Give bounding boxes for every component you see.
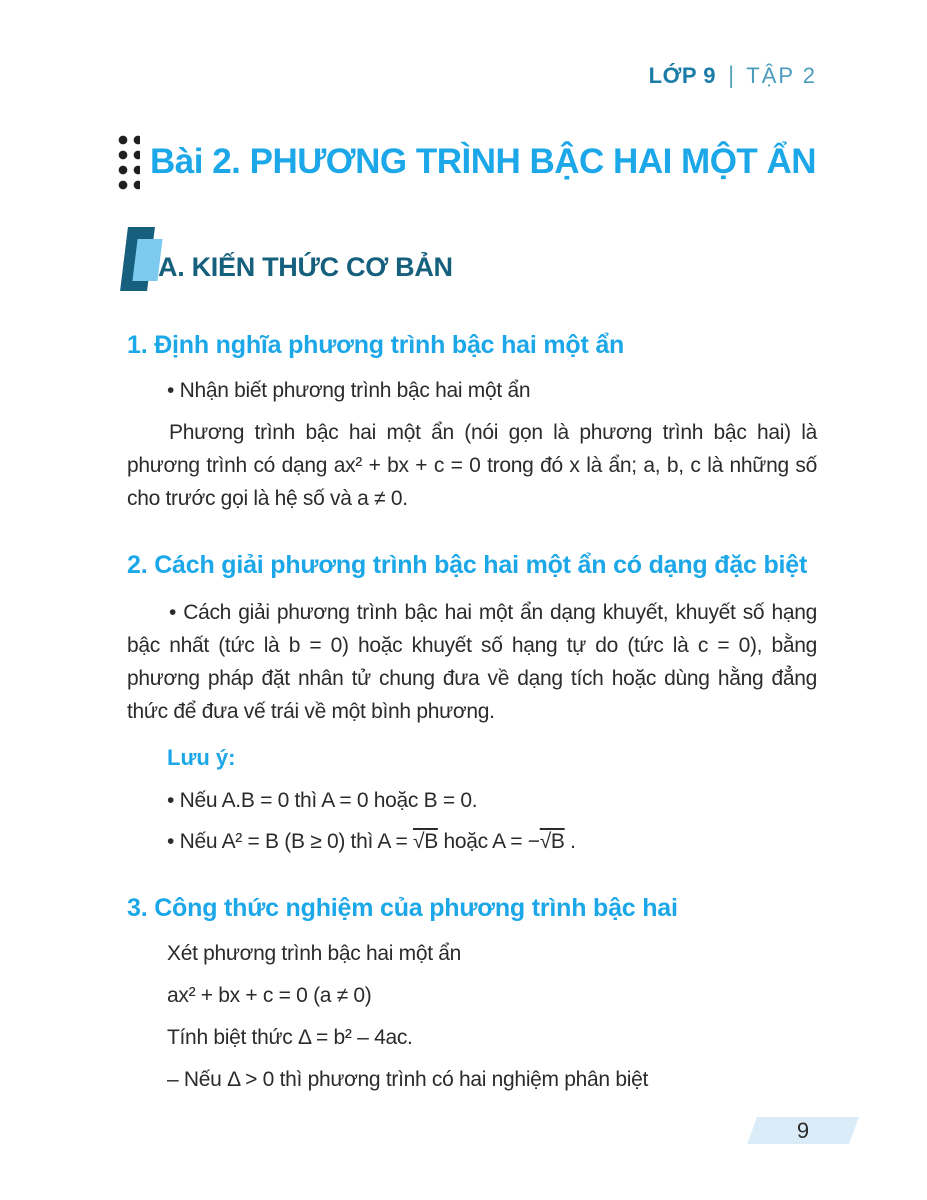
note2-prefix: • Nếu A² = B (B ≥ 0) thì A =: [167, 830, 413, 853]
note2-mid: hoặc A = −: [437, 830, 540, 853]
s3-discriminant: Tính biệt thức Δ = b² – 4ac.: [167, 1026, 413, 1049]
s2-note-1: • Nếu A.B = 0 thì A = 0 hoặc B = 0.: [167, 789, 478, 812]
section-a-title: A. KIẾN THỨC CƠ BẢN: [158, 252, 453, 282]
s2-note-2: [167, 825, 576, 858]
heading-3: 3. Công thức nghiệm của phương trình bậc hai: [127, 894, 678, 922]
s3-case-line: – Nếu Δ > 0 thì phương trình có hai nghiệm phân biệt: [167, 1068, 648, 1091]
note2-suffix: .: [564, 830, 576, 853]
page-number: 9: [796, 1117, 810, 1143]
grade-label: LỚP 9: [648, 63, 717, 88]
lesson-title-row: [118, 133, 816, 191]
heading-1: 1. Định nghĩa phương trình bậc hai một ẩn: [127, 331, 625, 359]
page-header: [649, 62, 817, 90]
s2-paragraph: • Cách giải phương trình bậc hai một ẩn dạng khuyết, khuyết số hạng bậc nhất (tức là b = 0) hoặc khuyết số hạng tự do (tức là c = 0), bằng phương pháp đặt nhân tử chung đưa về dạng tích hoặc dùng hằng đẳng thức để đưa vế trái về một bình phương.: [127, 601, 817, 723]
heading-2: 2. Cách giải phương trình bậc hai một ẩn có dạng đặc biệt: [127, 551, 808, 579]
sqrt-expression: √B: [539, 830, 565, 853]
lesson-title: Bài 2. PHƯƠNG TRÌNH BẬC HAI MỘT ẨN: [150, 142, 817, 181]
sqrt-expression: √B: [412, 830, 438, 853]
s3-equation: ax² + bx + c = 0 (a ≠ 0): [167, 984, 372, 1007]
header-divider: |: [728, 62, 735, 89]
s1-bullet: • Nhận biết phương trình bậc hai một ẩn: [167, 379, 531, 402]
dots-grid-icon: [118, 133, 140, 191]
s1-paragraph: Phương trình bậc hai một ẩn (nói gọn là phương trình bậc hai) là phương trình có dạng ax² + bx + c = 0 trong đó x là ẩn; a, b, c là những số cho trước gọi là hệ số và a ≠ 0.: [127, 421, 817, 510]
volume-label: TẬP 2: [746, 63, 817, 88]
s3-line-1: Xét phương trình bậc hai một ẩn: [167, 942, 462, 965]
page-number-badge: [747, 1117, 859, 1144]
note-label: Lưu ý:: [167, 745, 236, 770]
